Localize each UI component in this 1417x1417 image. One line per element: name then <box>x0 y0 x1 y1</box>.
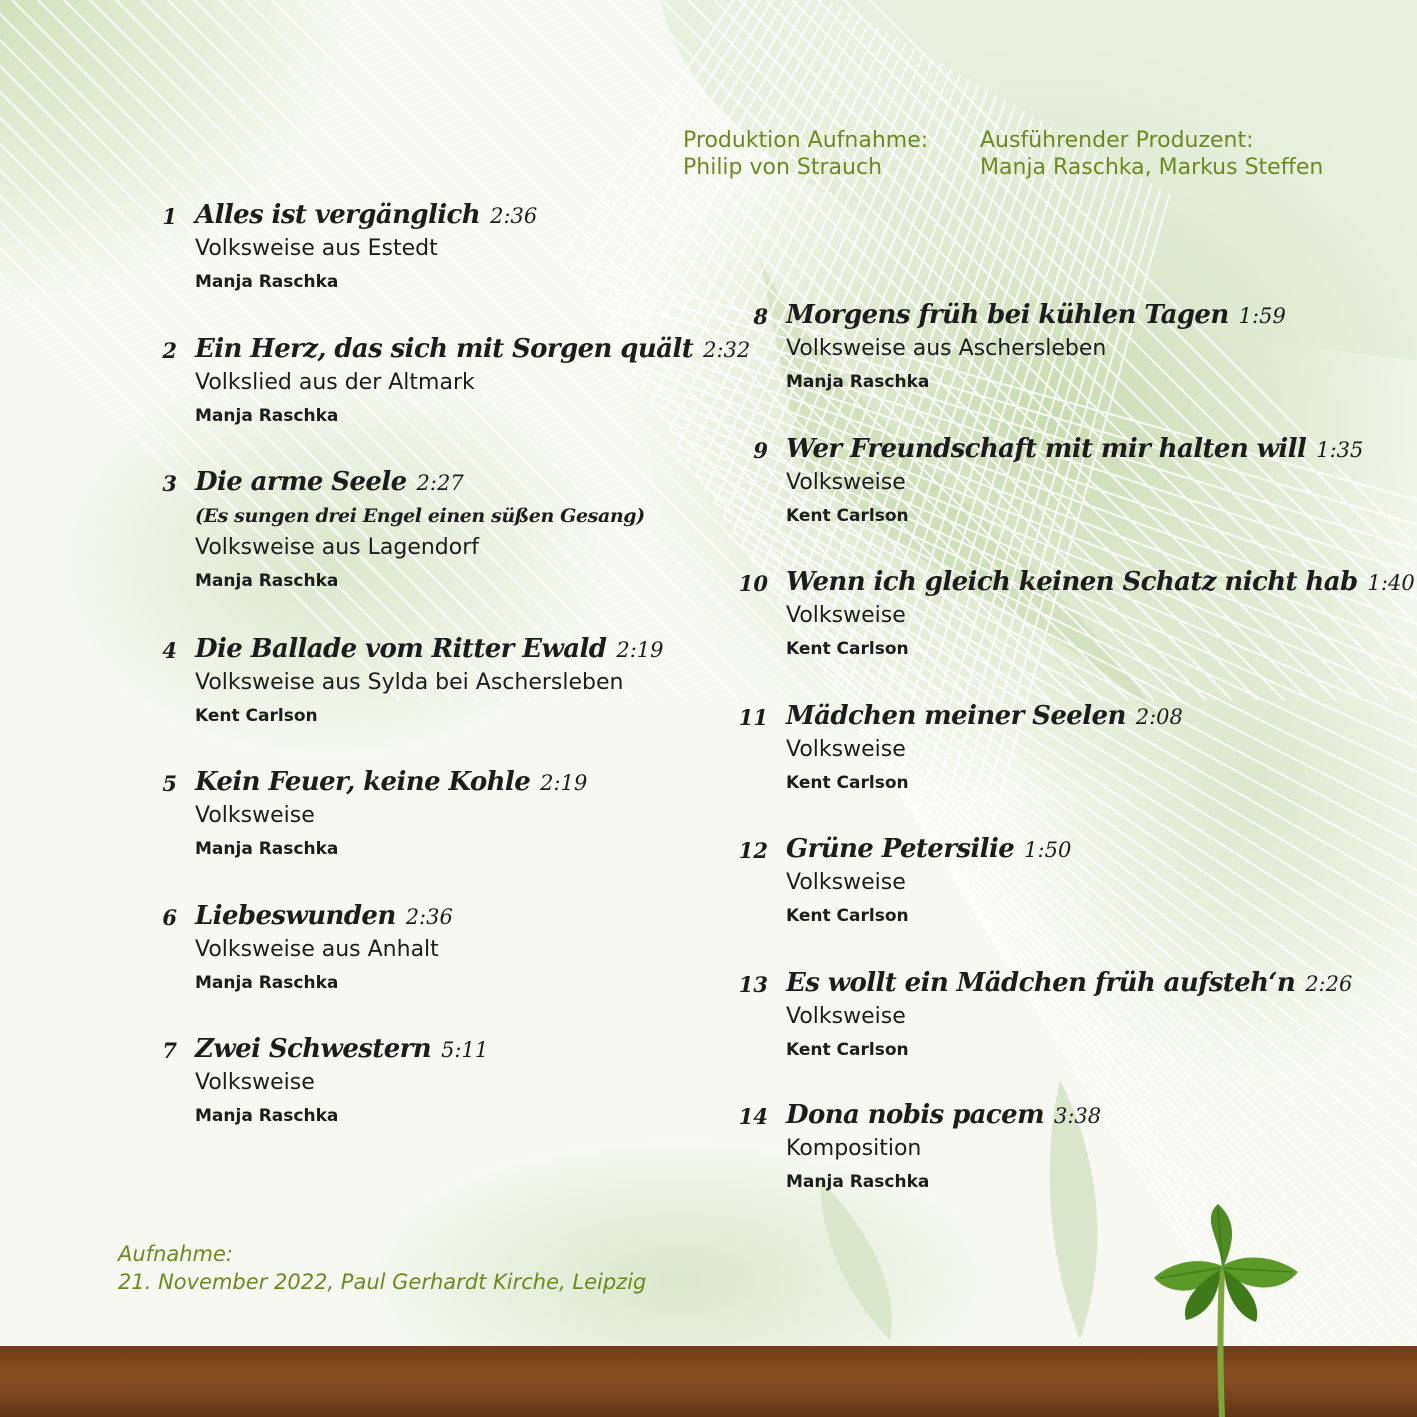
track-number: 5 <box>162 771 177 796</box>
track-duration: 2:32 <box>703 338 751 362</box>
track-duration: 3:38 <box>1054 1104 1102 1128</box>
track-origin: Volksweise <box>195 1070 315 1095</box>
track-origin: Volksweise aus Sylda bei Aschersleben <box>195 670 624 695</box>
track-title: Grüne Petersilie <box>786 834 1015 864</box>
track-artist: Manja Raschka <box>195 839 339 859</box>
track-origin: Volksweise aus Lagendorf <box>195 535 480 560</box>
track-origin: Volksweise <box>195 803 315 828</box>
track-title: Ein Herz, das sich mit Sorgen quält <box>195 334 694 364</box>
track-title: Wer Freundschaft mit mir halten will <box>786 434 1307 464</box>
track-title-line <box>786 298 1406 333</box>
track-artist: Manja Raschka <box>195 973 339 993</box>
track-origin: Volksweise aus Estedt <box>195 236 438 261</box>
track-duration: 2:19 <box>540 771 588 795</box>
track-artist: Manja Raschka <box>195 1106 339 1126</box>
track-4 <box>162 632 815 733</box>
track-duration: 2:27 <box>416 471 464 495</box>
track-title-line <box>195 1032 815 1067</box>
production-label: Produktion Aufnahme: <box>683 128 929 153</box>
track-title: Die Ballade vom Ritter Ewald <box>195 634 607 664</box>
track-1 <box>162 198 815 299</box>
track-title-line <box>195 632 815 667</box>
track-title: Die arme Seele <box>195 467 407 497</box>
track-artist: Kent Carlson <box>786 1040 909 1060</box>
track-title-line <box>786 565 1415 600</box>
track-duration: 2:36 <box>490 204 538 228</box>
track-origin: Volksweise <box>786 870 906 895</box>
track-number: 8 <box>753 304 768 329</box>
track-title: Alles ist vergänglich <box>195 200 481 230</box>
track-title-line <box>786 966 1406 1001</box>
track-origin: Volksweise <box>786 603 906 628</box>
track-title: Dona nobis pacem <box>786 1100 1044 1130</box>
track-artist: Manja Raschka <box>195 272 339 292</box>
track-title-line <box>195 332 815 367</box>
track-title-line <box>786 699 1406 734</box>
track-title-line <box>195 899 815 934</box>
track-origin: Volksweise <box>786 1004 906 1029</box>
track-7 <box>162 1032 815 1133</box>
track-origin: Volksweise <box>786 737 906 762</box>
track-artist: Manja Raschka <box>786 372 930 392</box>
track-duration: 1:35 <box>1316 438 1364 462</box>
track-number: 11 <box>738 705 768 730</box>
production-credit <box>683 127 928 181</box>
track-artist: Kent Carlson <box>786 773 909 793</box>
track-title: Mädchen meiner Seelen <box>786 701 1126 731</box>
production-name: Philip von Strauch <box>683 155 883 180</box>
track-8 <box>753 298 1406 399</box>
recording-label: Aufnahme: <box>118 1242 234 1266</box>
track-title-line <box>195 465 815 500</box>
track-artist: Kent Carlson <box>786 906 909 926</box>
track-origin: Komposition <box>786 1136 922 1161</box>
track-artist: Kent Carlson <box>786 639 909 659</box>
track-number: 14 <box>738 1104 768 1129</box>
track-artist: Manja Raschka <box>195 571 339 591</box>
track-title: Zwei Schwestern <box>195 1034 432 1064</box>
track-subtitle: (Es sungen drei Engel einen süßen Gesang) <box>195 505 645 527</box>
track-title: Wenn ich gleich keinen Schatz nicht hab <box>786 567 1358 597</box>
track-number: 12 <box>738 838 768 863</box>
track-number: 2 <box>162 338 177 363</box>
track-2 <box>162 332 815 433</box>
track-9 <box>753 432 1406 533</box>
track-13 <box>738 966 1406 1067</box>
track-duration: 5:11 <box>441 1038 489 1062</box>
track-number: 7 <box>162 1038 177 1063</box>
track-title-line <box>195 198 815 233</box>
recording-details: 21. November 2022, Paul Gerhardt Kirche, Leipzig <box>118 1270 647 1294</box>
track-duration: 2:36 <box>405 905 453 929</box>
track-number: 1 <box>162 204 177 229</box>
track-5 <box>162 765 815 866</box>
track-artist: Kent Carlson <box>195 706 318 726</box>
track-duration: 2:08 <box>1135 705 1183 729</box>
track-number: 9 <box>753 438 768 463</box>
track-title: Es wollt ein Mädchen früh aufsteh‘n <box>786 968 1296 998</box>
track-title-line <box>195 765 815 800</box>
track-origin: Volksweise <box>786 470 906 495</box>
track-duration: 1:40 <box>1367 571 1415 595</box>
track-number: 6 <box>162 905 177 930</box>
recording-info <box>118 1240 646 1296</box>
executive-producer-label: Ausführender Produzent: <box>980 128 1254 153</box>
track-14 <box>738 1098 1406 1199</box>
track-11 <box>738 699 1406 800</box>
track-artist: Manja Raschka <box>195 406 339 426</box>
parsley-sprout-image <box>1140 1200 1320 1417</box>
track-origin: Volkslied aus der Altmark <box>195 370 475 395</box>
track-10 <box>738 565 1415 666</box>
track-duration: 2:19 <box>616 638 664 662</box>
track-origin: Volksweise aus Anhalt <box>195 937 439 962</box>
track-duration: 1:59 <box>1238 304 1286 328</box>
track-number: 4 <box>162 638 177 663</box>
track-duration: 1:50 <box>1024 838 1072 862</box>
track-title: Kein Feuer, keine Kohle <box>195 767 531 797</box>
track-12 <box>738 832 1406 933</box>
track-3 <box>162 465 815 598</box>
track-number: 13 <box>738 972 768 997</box>
track-6 <box>162 899 815 1000</box>
executive-producer-credit <box>980 127 1323 181</box>
track-artist: Kent Carlson <box>786 506 909 526</box>
track-duration: 2:26 <box>1305 972 1353 996</box>
track-artist: Manja Raschka <box>786 1172 930 1192</box>
track-title: Morgens früh bei kühlen Tagen <box>786 300 1229 330</box>
track-title-line <box>786 1098 1406 1133</box>
track-number: 3 <box>162 471 177 496</box>
track-title: Liebeswunden <box>195 901 396 931</box>
track-title-line <box>786 432 1406 467</box>
executive-producer-name: Manja Raschka, Markus Steffen <box>980 155 1324 180</box>
track-origin: Volksweise aus Aschersleben <box>786 336 1107 361</box>
track-title-line <box>786 832 1406 867</box>
track-number: 10 <box>738 571 768 596</box>
